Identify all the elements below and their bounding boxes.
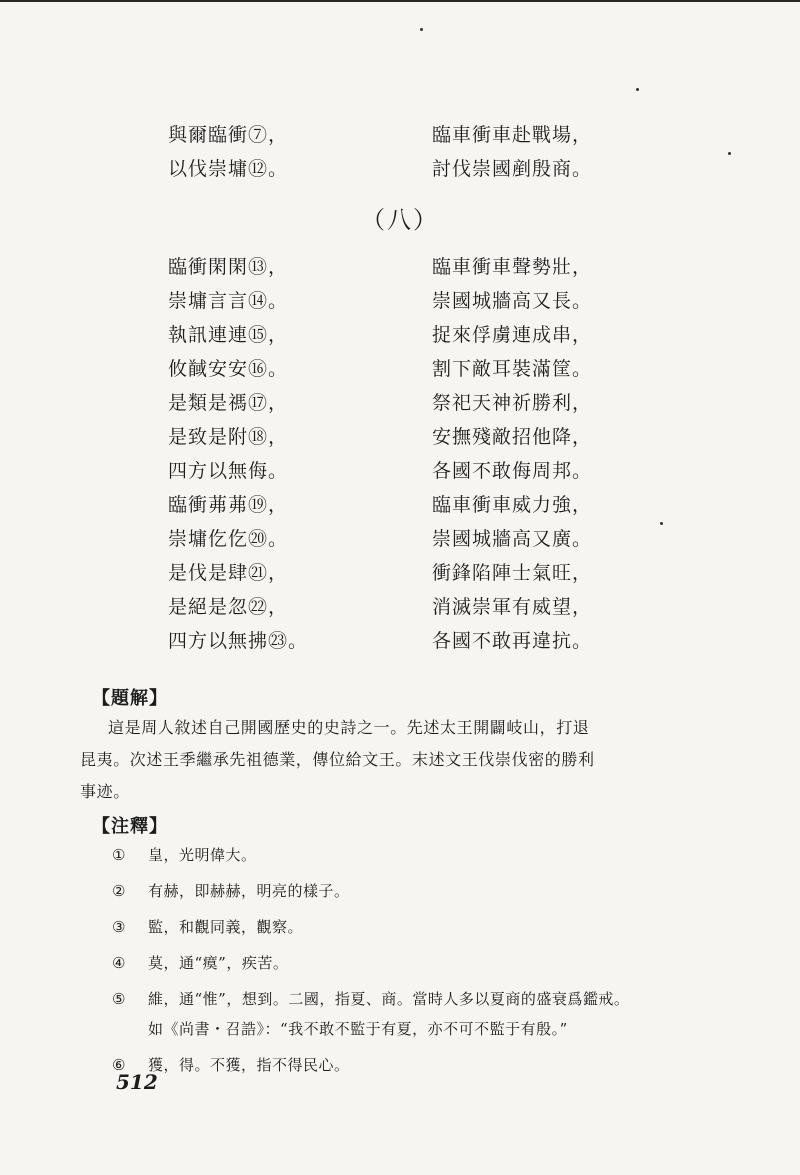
original-line: 崇墉仡仡⑳。 [168, 528, 289, 550]
original-line: 臨衝茀茀⑲， [168, 494, 289, 516]
poem-line [0, 318, 800, 352]
note-number: ② [112, 882, 126, 900]
note-text: 監，和觀同義，觀察。 [148, 918, 304, 936]
translation-line: 割下敵耳裝滿筐。 [432, 358, 593, 380]
poem-line [0, 488, 800, 522]
tijie-heading: 【題解】 [92, 688, 168, 709]
translation-line: 安撫殘敵招他降， [432, 426, 593, 448]
stanza-7 [0, 118, 800, 186]
notes-list [112, 840, 672, 1080]
poem-line [0, 624, 800, 658]
tijie-paragraph [80, 712, 668, 808]
original-line: 以伐崇墉⑫。 [168, 158, 289, 180]
translation-line: 崇國城牆高又長。 [432, 290, 593, 312]
note-number: ④ [112, 954, 126, 972]
poem-line [0, 454, 800, 488]
poem-line [0, 118, 800, 152]
poem-line [0, 250, 800, 284]
poem-line [0, 590, 800, 624]
stanza-8 [0, 250, 800, 658]
section-title: （八） [361, 206, 439, 234]
original-line: 是伐是肆㉑， [168, 562, 289, 584]
translation-line: 討伐崇國剷殷商。 [432, 158, 593, 180]
poem-line [0, 556, 800, 590]
note-number: ⑤ [112, 990, 126, 1008]
note-item [112, 1050, 672, 1080]
tijie-line: 昆夷。次述王季繼承先祖德業，傳位給文王。末述文王伐崇伐密的勝利 [80, 750, 595, 769]
translation-line: 臨車衝車聲勢壯， [432, 256, 593, 278]
translation-line: 崇國城牆高又廣。 [432, 528, 593, 550]
note-item [112, 984, 672, 1014]
original-line: 是絕是忽㉒， [168, 596, 289, 618]
translation-line: 衝鋒陷陣士氣旺， [432, 562, 593, 584]
tijie-line: 這是周人敘述自己開國歷史的史詩之一。先述太王開闢岐山，打退 [108, 718, 590, 737]
poem-line [0, 386, 800, 420]
poem-line [0, 152, 800, 186]
zhushi-heading: 【注釋】 [92, 816, 168, 837]
original-line: 四方以無侮。 [168, 460, 289, 482]
original-line: 執訊連連⑮， [168, 324, 289, 346]
note-text: 莫，通“瘼”，疾苦。 [148, 954, 289, 972]
poem-line [0, 284, 800, 318]
original-line: 是致是附⑱， [168, 426, 289, 448]
note-item [112, 948, 672, 978]
poem-line [0, 352, 800, 386]
note-item-continuation [112, 1014, 672, 1044]
note-text: 如《尚書・召誥》：“我不敢不監于有夏，亦不可不監于有殷。” [148, 1020, 568, 1038]
original-line: 崇墉言言⑭。 [168, 290, 289, 312]
note-item [112, 840, 672, 870]
top-rule [0, 0, 800, 2]
original-line: 與爾臨衝⑦， [168, 124, 289, 146]
note-text: 皇，光明偉大。 [148, 846, 257, 864]
original-line: 四方以無拂㉓。 [168, 630, 309, 652]
translation-line: 捉來俘虜連成串， [432, 324, 593, 346]
page-number: 512 [116, 1070, 158, 1094]
note-text: 維，通“惟”，想到。二國，指夏、商。當時人多以夏商的盛衰爲鑑戒。 [148, 990, 630, 1008]
translation-line: 臨車衝車威力強， [432, 494, 593, 516]
note-item [112, 876, 672, 906]
note-item [112, 912, 672, 942]
poem-line [0, 522, 800, 556]
original-line: 臨衝閑閑⑬， [168, 256, 289, 278]
translation-line: 各國不敢再違抗。 [432, 630, 593, 652]
translation-line: 各國不敢侮周邦。 [432, 460, 593, 482]
tijie-line: 事迹。 [80, 782, 130, 801]
translation-line: 祭祀天神祈勝利， [432, 392, 593, 414]
translation-line: 臨車衝車赴戰場， [432, 124, 593, 146]
translation-line: 消滅崇軍有威望， [432, 596, 593, 618]
original-line: 攸馘安安⑯。 [168, 358, 289, 380]
note-text: 獲，得。不獲，指不得民心。 [148, 1056, 350, 1074]
note-number: ⑥ [112, 1056, 126, 1074]
note-number: ① [112, 846, 126, 864]
note-number: ③ [112, 918, 126, 936]
poem-line [0, 420, 800, 454]
note-text: 有赫，即赫赫，明亮的樣子。 [148, 882, 350, 900]
original-line: 是類是禡⑰， [168, 392, 289, 414]
scan-speck [636, 88, 639, 91]
scan-speck [420, 28, 423, 31]
